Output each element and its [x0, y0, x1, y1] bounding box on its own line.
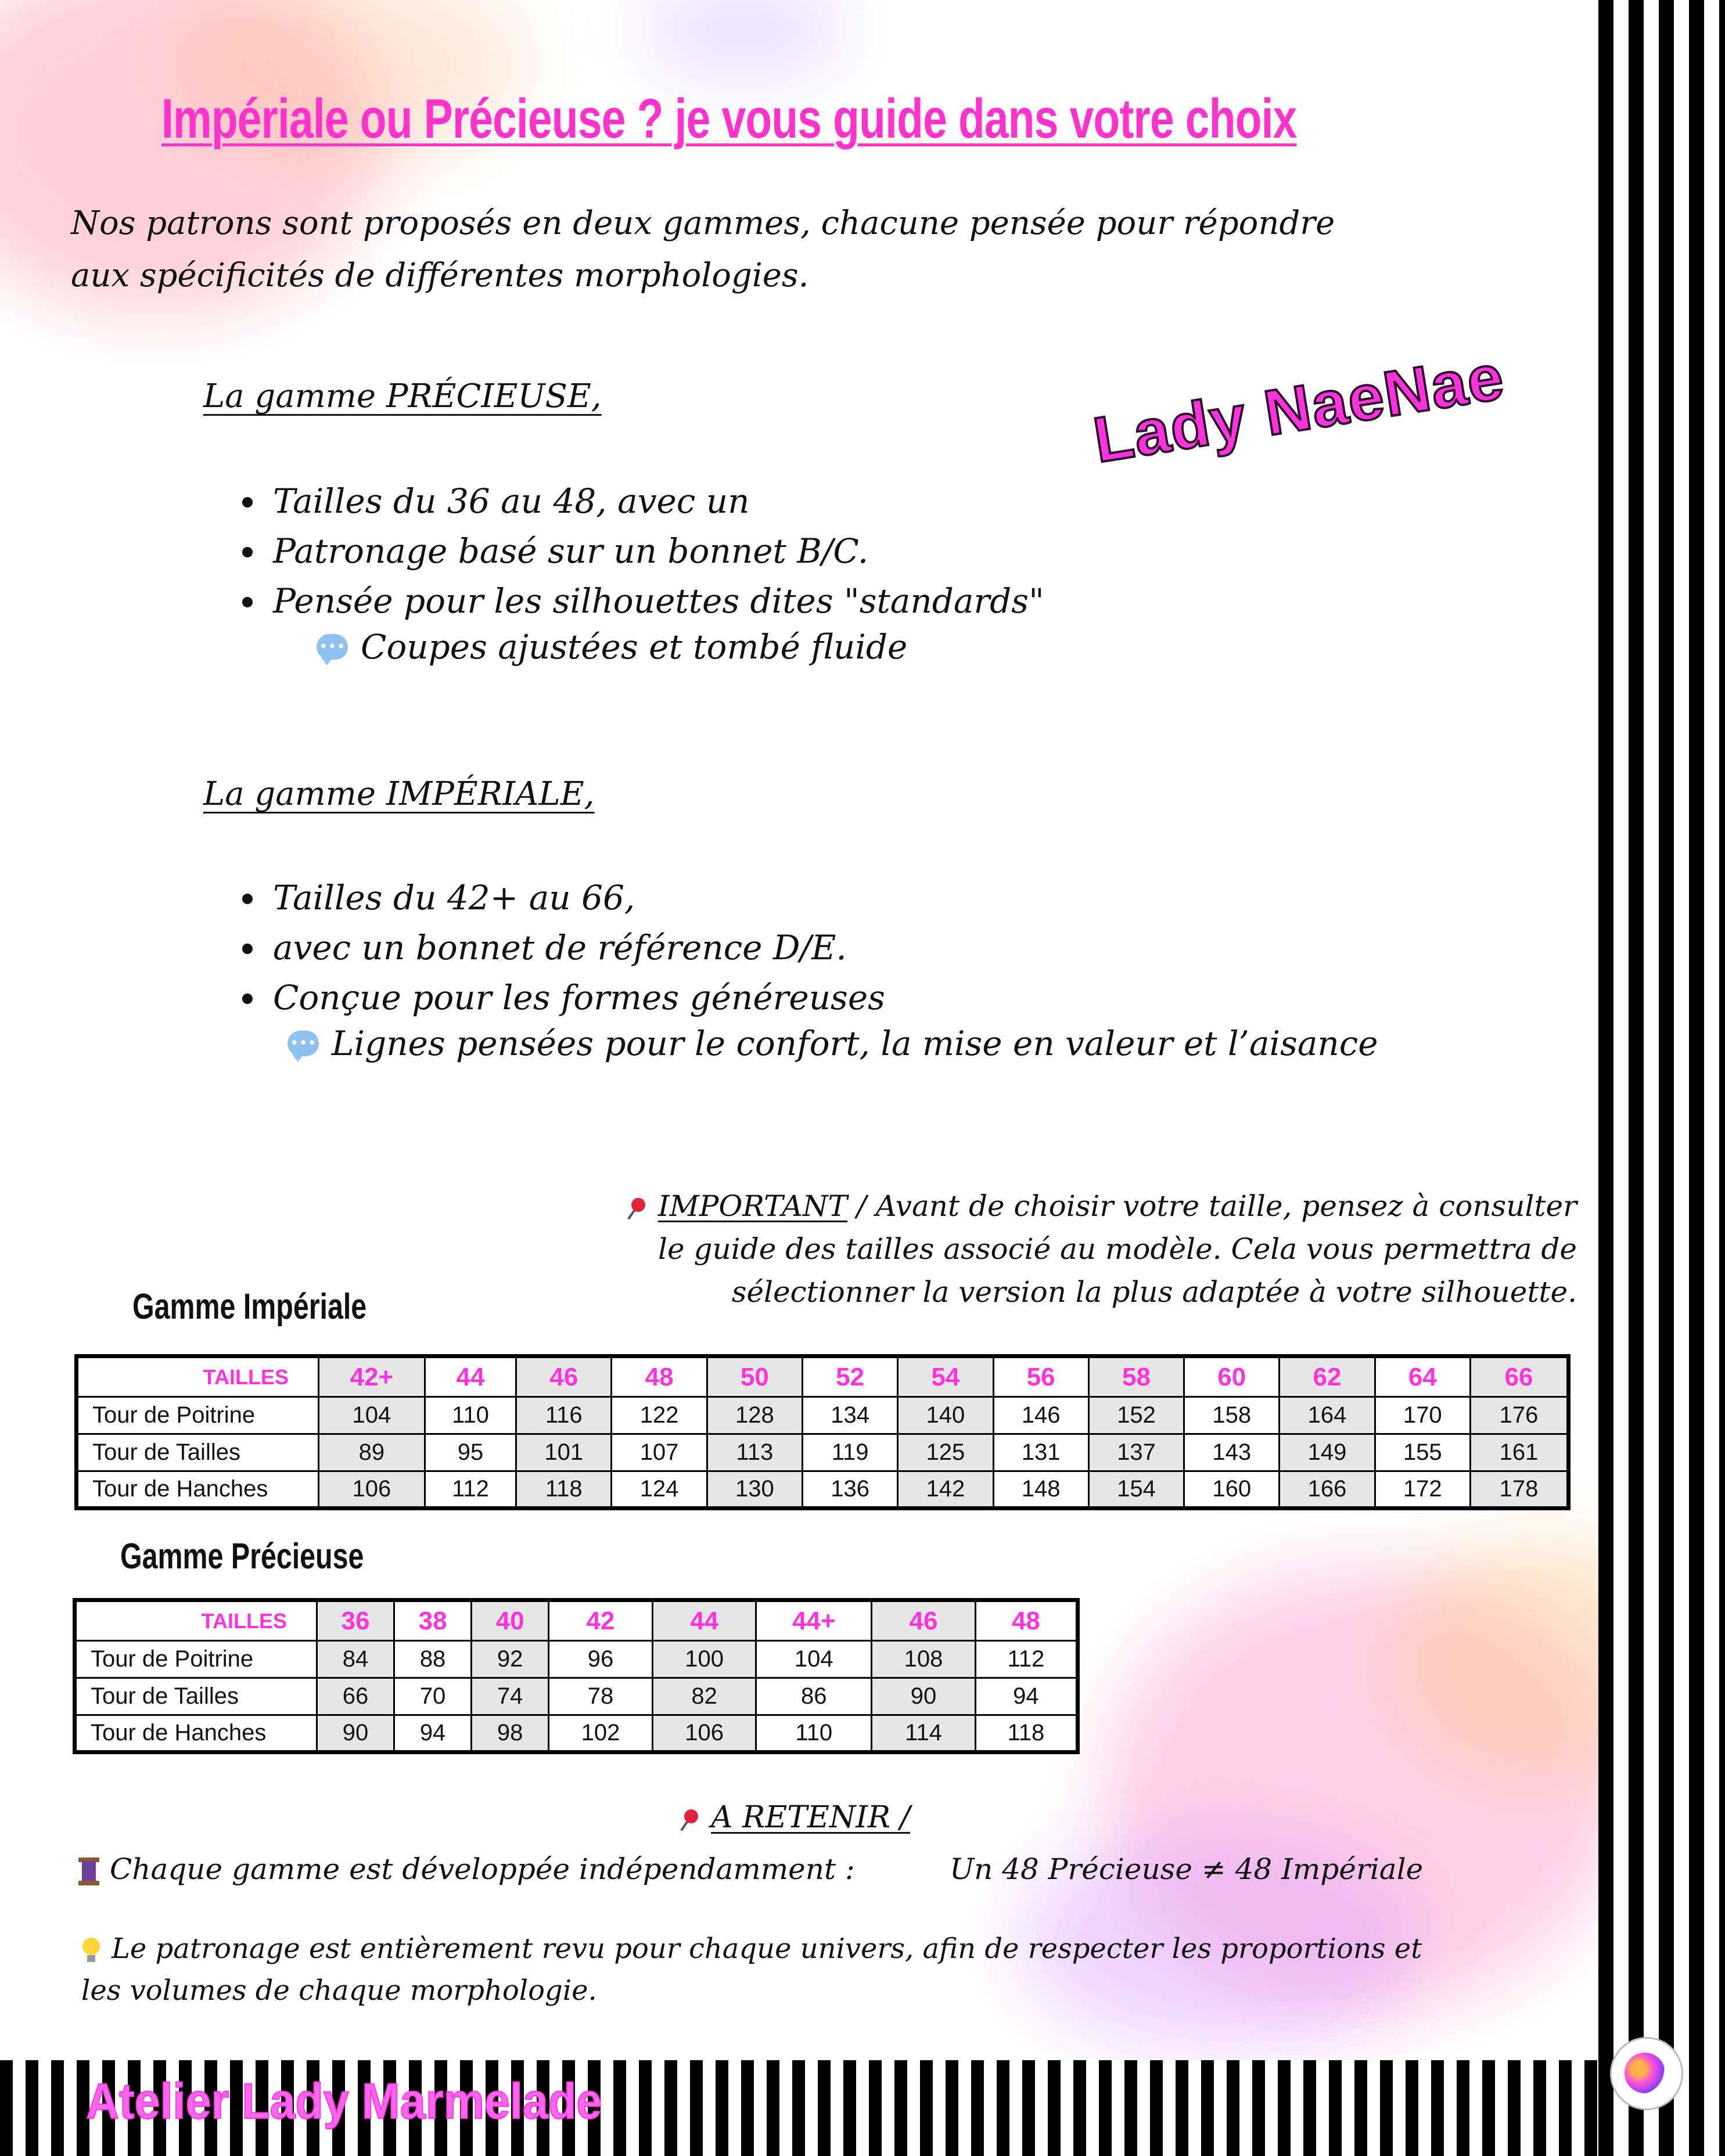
row-label: Tour de Hanches [77, 1471, 319, 1509]
table-cell: 124 [612, 1471, 707, 1509]
important-note [441, 1185, 1577, 1313]
precieuse-bullet: • Tailles du 36 au 48, avec un [267, 476, 1044, 526]
pushpin-icon [680, 1808, 703, 1831]
precieuse-note [317, 627, 907, 667]
size-header: 36 [317, 1600, 394, 1641]
size-header: 52 [802, 1356, 897, 1397]
table-cell: 106 [652, 1715, 756, 1752]
table-cell: 101 [516, 1434, 612, 1471]
row-label: Tour de Hanches [75, 1715, 317, 1752]
table-header-row [75, 1600, 1078, 1641]
retenir-heading-row [680, 1800, 910, 1835]
page-title: Impériale ou Précieuse ? je vous guide dans votre choix [161, 88, 1297, 150]
row-label: Tour de Poitrine [77, 1397, 319, 1434]
table-cell: 98 [472, 1715, 549, 1752]
header-label: TAILLES [77, 1356, 319, 1397]
table-cell: 118 [975, 1715, 1077, 1752]
intro-line-1: Nos patrons sont proposés en deux gammes, chacune pensée pour répondre [71, 204, 1335, 242]
imperiale-heading: La gamme IMPÉRIALE, [203, 775, 595, 813]
size-header: 40 [472, 1600, 549, 1641]
size-header: 38 [394, 1600, 472, 1641]
watercolor-top [639, 0, 848, 81]
size-header: 62 [1280, 1356, 1375, 1397]
table-cell: 161 [1470, 1434, 1568, 1471]
size-header: 44 [652, 1600, 756, 1641]
table-cell: 149 [1280, 1434, 1375, 1471]
table-cell: 158 [1184, 1397, 1280, 1434]
important-line-3: sélectionner la version la plus adaptée à votre silhouette. [731, 1275, 1577, 1309]
table-cell: 137 [1088, 1434, 1184, 1471]
retenir-heading: A RETENIR / [711, 1800, 911, 1835]
table-cell: 108 [872, 1641, 976, 1678]
retenir-line-2-text: Le patronage est entièrement revu pour chaque univers, afin de respecter les proportions et [112, 1932, 1422, 1965]
table-cell: 116 [516, 1397, 612, 1434]
table-cell: 143 [1184, 1434, 1280, 1471]
table-cell: 100 [652, 1641, 756, 1678]
size-table-imperiale [74, 1354, 1571, 1510]
size-header: 48 [975, 1600, 1077, 1641]
size-header: 46 [516, 1356, 612, 1397]
size-header: 44+ [756, 1600, 872, 1641]
table-cell: 104 [319, 1397, 425, 1434]
retenir-line-3: les volumes de chaque morphologie. [81, 1974, 597, 2007]
table-cell: 164 [1280, 1397, 1375, 1434]
retenir-line-2 [81, 1932, 1422, 1965]
header-label: TAILLES [75, 1600, 317, 1641]
table-cell: 113 [707, 1434, 802, 1471]
brand-signature: Lady NaeNae [1088, 340, 1510, 477]
intro-paragraph [71, 197, 1335, 302]
table-cell: 74 [472, 1678, 549, 1715]
table-cell: 89 [319, 1434, 425, 1471]
size-header: 60 [1184, 1356, 1280, 1397]
table-precieuse-title: Gamme Précieuse [120, 1536, 364, 1576]
footer-brand: Atelier Lady Marmelade [86, 2074, 602, 2129]
size-header: 56 [993, 1356, 1088, 1397]
thread-spool-icon [78, 1858, 99, 1885]
table-cell: 176 [1470, 1397, 1568, 1434]
precieuse-bullet: • Patronage basé sur un bonnet B/C. [267, 526, 1044, 576]
precieuse-bullet: • Pensée pour les silhouettes dites "standards" [267, 576, 1044, 626]
row-label: Tour de Tailles [75, 1678, 317, 1715]
size-header: 50 [707, 1356, 802, 1397]
speech-bubble-icon: ••• [317, 634, 348, 660]
table-row [75, 1678, 1078, 1715]
size-header: 48 [612, 1356, 707, 1397]
table-cell: 146 [993, 1397, 1088, 1434]
table-imperiale-title: Gamme Impériale [132, 1287, 367, 1327]
row-label: Tour de Tailles [77, 1434, 319, 1471]
speech-bubble-icon: ••• [288, 1031, 319, 1056]
table-row [77, 1397, 1569, 1434]
table-cell: 104 [756, 1641, 872, 1678]
table-cell: 134 [802, 1397, 897, 1434]
table-cell: 94 [394, 1715, 472, 1752]
table-cell: 90 [872, 1678, 976, 1715]
table-cell: 96 [549, 1641, 653, 1678]
table-row [75, 1715, 1078, 1752]
table-cell: 136 [802, 1471, 897, 1509]
table-cell: 170 [1375, 1397, 1470, 1434]
table-cell: 140 [898, 1397, 993, 1434]
table-cell: 114 [872, 1715, 976, 1752]
size-header: 44 [425, 1356, 516, 1397]
important-label: IMPORTANT [657, 1189, 847, 1223]
important-line-1-text: / Avant de choisir votre taille, pensez à consulter [847, 1189, 1577, 1223]
table-cell: 110 [756, 1715, 872, 1752]
table-row [75, 1641, 1078, 1678]
retenir-line-1-left: Chaque gamme est développée indépendamment : [110, 1852, 855, 1886]
imperiale-bullet: • avec un bonnet de référence D/E. [267, 923, 885, 973]
size-header: 58 [1088, 1356, 1184, 1397]
pushpin-icon [627, 1197, 650, 1220]
table-cell: 154 [1088, 1471, 1184, 1509]
table-cell: 78 [549, 1678, 653, 1715]
retenir-line-1 [78, 1852, 855, 1886]
right-stripe-border [1598, 0, 1725, 2156]
table-cell: 122 [612, 1397, 707, 1434]
table-cell: 88 [394, 1641, 472, 1678]
table-cell: 86 [756, 1678, 872, 1715]
table-cell: 90 [317, 1715, 394, 1752]
table-cell: 125 [898, 1434, 993, 1471]
imperiale-note [288, 1024, 1378, 1063]
size-table-precieuse [73, 1598, 1080, 1754]
intro-line-2: aux spécificités de différentes morphologies. [71, 257, 809, 294]
imperiale-note-text: Lignes pensées pour le confort, la mise en valeur et l’aisance [332, 1024, 1378, 1063]
size-header: 66 [1470, 1356, 1568, 1397]
table-cell: 148 [993, 1471, 1088, 1509]
table-cell: 178 [1470, 1471, 1568, 1509]
table-cell: 160 [1184, 1471, 1280, 1509]
table-cell: 131 [993, 1434, 1088, 1471]
imperiale-bullet: • Tailles du 42+ au 66, [267, 873, 885, 923]
table-cell: 70 [394, 1678, 472, 1715]
table-cell: 84 [317, 1641, 394, 1678]
important-line-1 [441, 1185, 1577, 1228]
precieuse-heading: La gamme PRÉCIEUSE, [203, 377, 602, 415]
size-header: 54 [898, 1356, 993, 1397]
table-cell: 130 [707, 1471, 802, 1509]
table-row [77, 1434, 1569, 1471]
row-label: Tour de Poitrine [75, 1641, 317, 1678]
precieuse-bullets [215, 476, 1044, 626]
precieuse-note-text: Coupes ajustées et tombé fluide [361, 627, 908, 667]
table-cell: 152 [1088, 1397, 1184, 1434]
important-line-2: le guide des tailles associé au modèle. Cela vous permettra de [658, 1232, 1577, 1266]
table-cell: 94 [975, 1678, 1077, 1715]
table-cell: 166 [1280, 1471, 1375, 1509]
imperiale-bullet: • Conçue pour les formes généreuses [267, 973, 885, 1023]
table-cell: 118 [516, 1471, 612, 1509]
table-cell: 82 [652, 1678, 756, 1715]
table-row [77, 1471, 1569, 1509]
table-cell: 172 [1375, 1471, 1470, 1509]
size-header: 42 [549, 1600, 653, 1641]
table-cell: 102 [549, 1715, 653, 1752]
table-cell: 110 [425, 1397, 516, 1434]
table-cell: 92 [472, 1641, 549, 1678]
table-cell: 112 [425, 1471, 516, 1509]
table-cell: 128 [707, 1397, 802, 1434]
atelier-logo-icon [1610, 2037, 1683, 2110]
retenir-line-1-right: Un 48 Précieuse ≠ 48 Impériale [950, 1852, 1424, 1886]
size-header: 42+ [319, 1356, 425, 1397]
table-cell: 95 [425, 1434, 516, 1471]
size-header: 64 [1375, 1356, 1470, 1397]
light-bulb-icon [81, 1938, 101, 1964]
table-cell: 142 [898, 1471, 993, 1509]
table-cell: 155 [1375, 1434, 1470, 1471]
table-header-row [77, 1356, 1569, 1397]
imperiale-bullets [215, 873, 885, 1023]
size-header: 46 [872, 1600, 976, 1641]
table-cell: 66 [317, 1678, 394, 1715]
table-cell: 112 [975, 1641, 1077, 1678]
table-cell: 106 [319, 1471, 425, 1509]
table-cell: 107 [612, 1434, 707, 1471]
table-cell: 119 [802, 1434, 897, 1471]
